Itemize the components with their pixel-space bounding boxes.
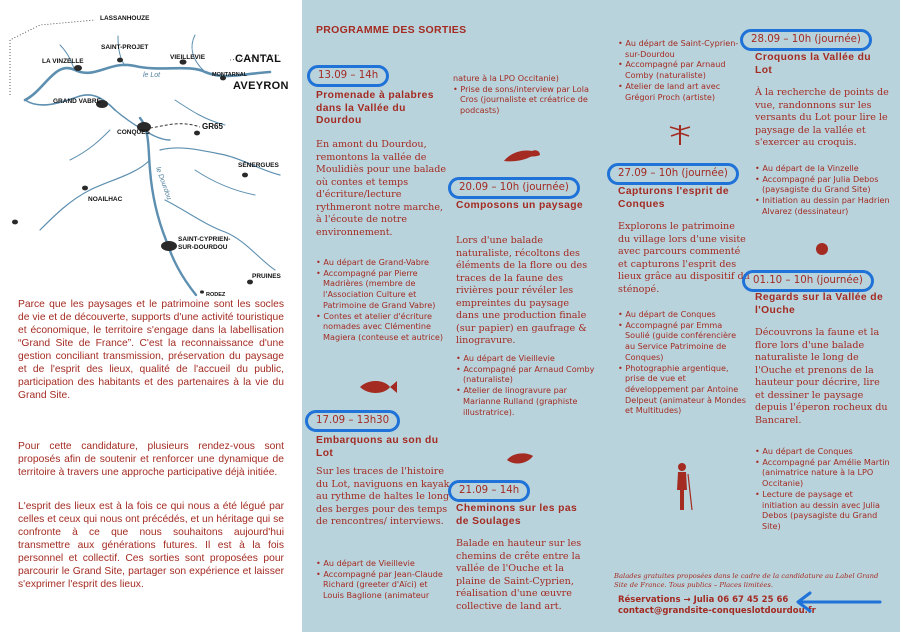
event-4-detail: • Atelier de land art avec Grégori Proch (artiste) [618, 80, 721, 102]
event-4-details [618, 38, 743, 102]
map-label-le-dourdou: le Dourdou [153, 166, 173, 201]
event-5-body: Explorons le patrimoine du village lors d'une visite avec parcours commenté et capturons l'esprit des lieux grâce au dispositif du sténopé. [618, 221, 750, 295]
map-label-grand-vabre: GRAND VABRE [53, 98, 101, 105]
left-panel [0, 0, 302, 632]
arrow-left-icon [792, 590, 884, 614]
event-2-detail: • Au départ de Vieillevie [316, 558, 415, 568]
map-label-pruines: PRUINES [252, 273, 281, 280]
reservation-phone[interactable]: Réservations → Julia 06 67 45 25 66 [618, 595, 789, 605]
event-1-date: 13.09 – 14h [307, 65, 389, 87]
event-1-details [316, 257, 446, 343]
event-5-detail: • Photographie argentique, prise de vue et développement par Antoine Delpeut (animateur à Mondes et Multitudes) [618, 362, 746, 416]
flower-icon [814, 241, 830, 257]
intro-paragraph-1: Parce que les paysages et le patrimoine sont les socles de vie et de découverte, supports d'une activité touristique et économique, le territoire s'engage dans la labellisation “Grand Site de France”. C'est la reconnaissance d'une gestion conciliant transmission, préservation du paysage et de l'esprit des lieux, qualité de l'accueil du public, participation des habitants et des partenaires à la vie du Grand Site. [18, 299, 284, 401]
map-label-rodez: RODEZ [206, 292, 226, 298]
map-label-aveyron: AVEYRON [233, 80, 289, 92]
event-3-detail: • Accompagné par Arnaud Comby (naturaliste) [456, 363, 595, 385]
event-2-body: Sur les traces de l'histoire du Lot, naviguons en kayak au rythme de haltes le long des berges pour des temps de rencontres/ interviews. [316, 466, 450, 527]
map-label-le-lot: le Lot [143, 72, 161, 79]
walker-icon [670, 462, 694, 512]
event-1-detail: • Au départ de Grand-Vabre [316, 257, 429, 267]
event-7-date: 01.10 – 10h (journée) [742, 270, 874, 292]
event-6-detail: • Au départ de la Vinzelle [755, 163, 859, 173]
event-4-date: 21.09 – 14h [448, 480, 530, 502]
event-1-title: Promenade à palabres dans la Vallée du Dourdou [316, 90, 434, 126]
otter-icon [502, 143, 542, 165]
fish-icon [358, 378, 398, 396]
event-3-date: 20.09 – 10h (journée) [448, 177, 580, 199]
event-6-date: 28.09 – 10h (journée) [740, 29, 872, 51]
event-4-detail: • Accompagné par Arnaud Comby (naturaliste) [618, 59, 726, 81]
event-5-title: Capturons l'esprit de Conques [618, 186, 729, 210]
event-3-body: Lors d'une balade naturaliste, récoltons des éléments de la flore ou des traces de la faune des rivières pour révéler les empreintes du paysage dans une production finale (sur papier) en gaufrage & linogravure. [456, 235, 588, 346]
event-6-detail: • Accompagné par Julia Debos (paysagiste du Grand Site) [755, 173, 879, 195]
event-2-detail: • Prise de sons/interview par Lola Cros (journaliste et créatrice de podcasts) [453, 83, 589, 116]
event-2-details [316, 558, 446, 601]
event-3-detail: • Atelier de linogravure par Marianne Rulland (graphiste illustratrice). [456, 385, 578, 417]
map-label-cantal: CANTAL [235, 53, 282, 65]
reservation-info [618, 595, 816, 617]
event-6-body: À la recherche de points de vue, randonnons sur les versants du Lot pour lire le paysage de la vallée et s'exercer au croquis. [755, 87, 889, 148]
event-5-detail: • Au départ de Conques [618, 309, 716, 319]
map-label-saint-cyprien: SAINT-CYPRIEN- SUR-DOURDOU [178, 236, 231, 251]
territory-map [0, 0, 302, 300]
map-label-vieillevie: VIEILLEVIE [170, 54, 206, 61]
event-3-title: Composons un paysage [456, 200, 584, 211]
event-6-detail: • Initiation au dessin par Hadrien Alvarez (dessinateur) [755, 195, 890, 216]
map-label-saint-projet: SAINT-PROJET [101, 44, 149, 51]
event-1-detail: • Contes et atelier d'écriture nomades avec Clémentine Magiera (conteuse et autrice) [316, 310, 444, 342]
dragonfly-icon [668, 123, 692, 147]
map-label-noailhac: NOAILHAC [88, 196, 123, 203]
intro-paragraph-2: Pour cette candidature, plusieurs rendez-vous sont proposés afin de soutenir et renforcer une dynamique de territoire à travers une approche participative déjà initiée. [18, 441, 284, 478]
event-4-detail: • Au départ de Saint-Cyprien-sur-Dourdou [618, 38, 739, 59]
map-label-montarnal: MONTARNAL [212, 72, 248, 78]
intro-paragraph-3: L'esprit des lieux est à la fois ce qui nous a été légué par celles et ceux qui nous ont précédés, et un héritage qui se confronte à ce que nous souhaitons aujourd'hui transmettre aux générations futures. Il est à la fois personnel et collectif. Ces sorties sont proposées pour parcourir le Grand Site, partager son expérience et laisser s'exprimer l'esprit des lieux. [18, 501, 284, 590]
event-2-date: 17.09 – 13h30 [305, 410, 400, 432]
map-label-senergues: SÉNERGUES [238, 162, 279, 169]
event-7-detail: • Au départ de Conques [755, 446, 853, 456]
event-4-title: Cheminons sur les pas de Soulages [456, 503, 578, 527]
event-7-detail: • Lecture de paysage et initiation au dessin avec Julia Debos (paysagiste du Grand Site) [755, 488, 880, 531]
programme-heading: PROGRAMME DES SORTIES [316, 24, 467, 36]
event-2-detail: nature à la LPO Occitanie) [453, 73, 559, 83]
event-5-details [618, 309, 748, 416]
event-6-details [755, 163, 890, 217]
event-2-detail: • Accompagné par Jean-Claude Richard (greeter d'Aïci) et Louis Baglione (animateur [316, 568, 443, 601]
event-4-body: Balade en hauteur sur les chemins de crête entre la vallée de l'Ouche et la plaine de Saint-Cyprien, réalisation d'une œuvre collective de land art. [456, 538, 582, 612]
reservation-email[interactable]: contact@grandsite-conqueslotdourdou.fr [618, 606, 816, 616]
map-label-conques: CONQUES [117, 129, 150, 136]
event-3-detail: • Au départ de Vieillevie [456, 353, 555, 363]
event-5-date: 27.09 – 10h (journée) [607, 163, 739, 185]
event-1-detail: • Accompagné par Pierre Madrières (membre de l'Association Culture et Patrimoine de Grand Vabre) [316, 267, 436, 310]
event-7-title: Regards sur la Vallée de l'Ouche [755, 292, 884, 316]
event-2-details-continued [453, 73, 593, 116]
event-3-details [456, 353, 596, 417]
map-label-gr65: GR65 [202, 122, 223, 131]
event-6-title: Croquons la Vallée du Lot [755, 52, 871, 76]
event-7-details [755, 446, 890, 532]
event-7-body: Découvrons la faune et la flore lors d'une balade naturaliste le long de l'Ouche et prenons de la hauteur pour décrire, lire et dessiner le paysage depuis l'éperon rocheux du Bancarel. [755, 327, 888, 426]
event-2-title: Embarquons au son du Lot [316, 435, 439, 459]
leaf-icon [505, 450, 535, 468]
map-label-lassaubouze: LASSANHOUZE [100, 15, 150, 22]
footer-note: Balades gratuites proposées dans le cadre de la candidature au Label Grand Site de France. Tous publics – Places limitées. [614, 572, 879, 589]
event-5-detail: • Accompagné par Emma Soulié (guide conférencière au Service Patrimoine de Conques) [618, 319, 737, 362]
event-7-detail: • Accompagné par Amélie Martin (animatrice nature à la LPO Occitanie) [755, 456, 890, 489]
map-label-la-vinzelle: LA VINZELLE [42, 58, 84, 65]
event-1-body: En amont du Dourdou, remontons la vallée de Moulidiès pour une balade où contes et temps d'écriture/lecture rythmeront notre marche, à l'écoute de notre environnement. [316, 139, 447, 238]
